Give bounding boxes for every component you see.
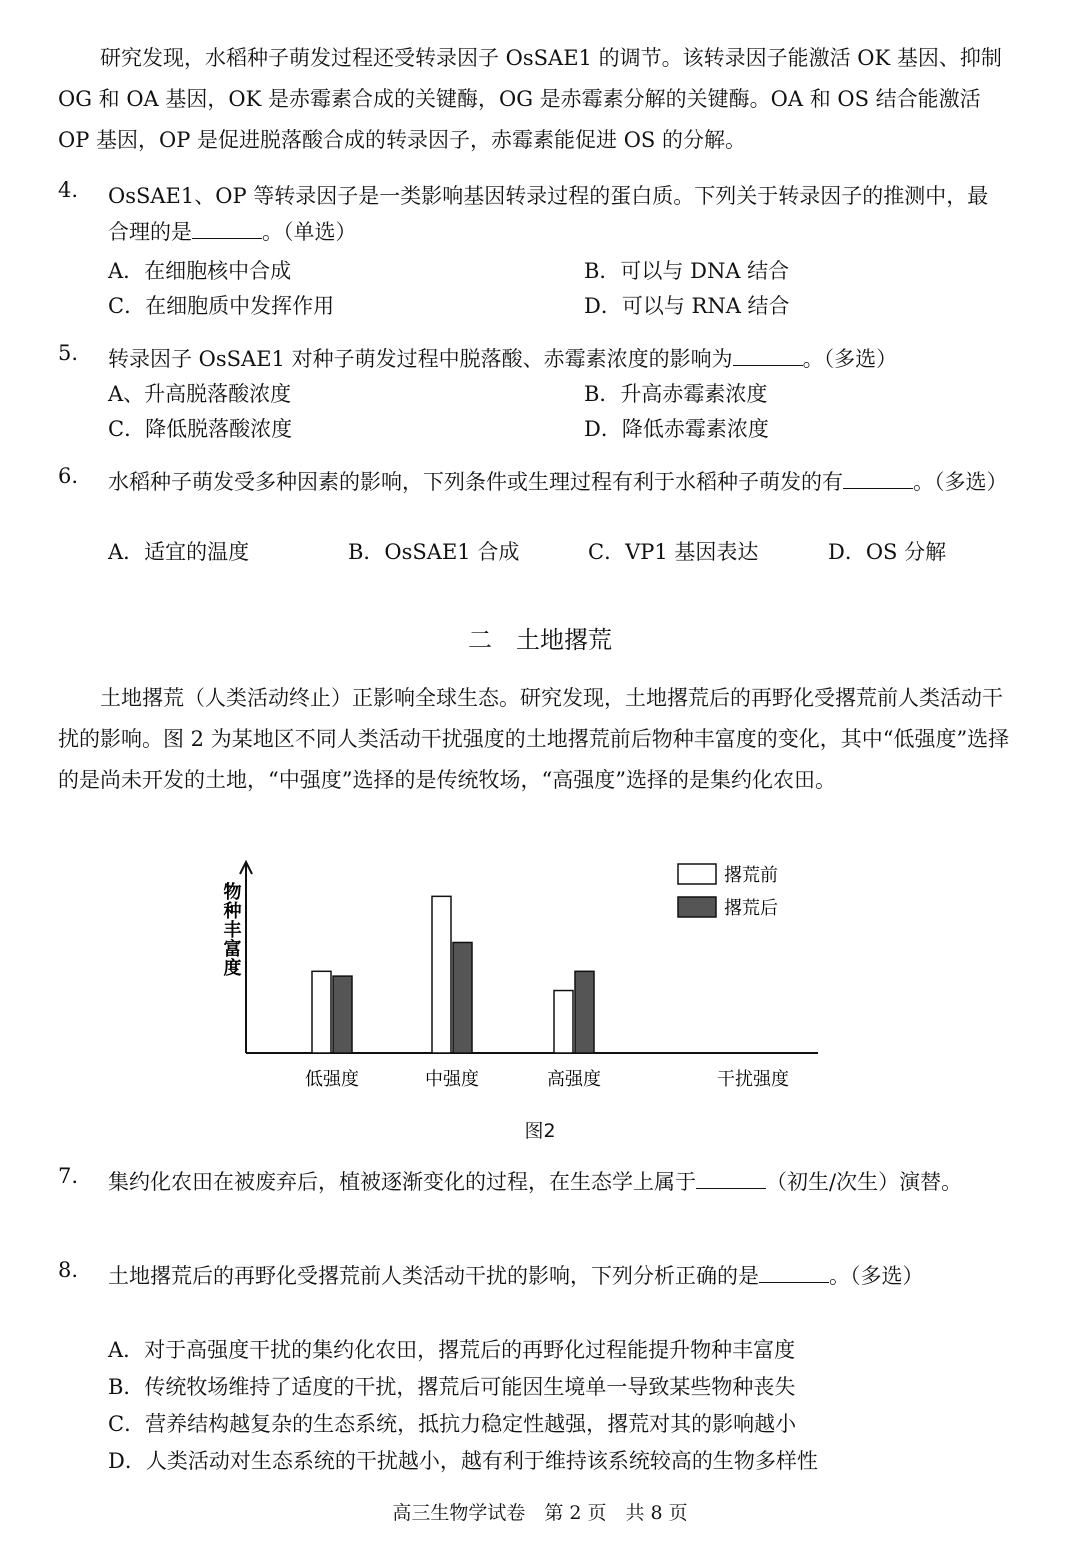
intro-paragraph: 研究发现，水稻种子萌发过程还受转录因子 OsSAE1 的调节。该转录因子能激活 OK 基因、抑制 OG 和 OA 基因，OK 是赤霉素合成的关键酶，OG 是赤霉素分解的关键酶。OA 和 OS 结合能激活 OP 基因，OP 是促进脱落酸合成的转录因子，赤霉素能促进 OS 的分解。 (58, 46, 1002, 152)
x-tick-label: 低强度 (305, 1069, 359, 1090)
q5-option-b: B．升高赤霉素浓度 (584, 382, 768, 406)
legend-swatch (678, 864, 716, 884)
bar-before-3 (554, 991, 573, 1053)
question-type: 。（单选） (262, 220, 357, 244)
bar-before-2 (432, 896, 451, 1053)
x-tick-label: 中强度 (425, 1069, 479, 1090)
q4-option-d: D．可以与 RNA 结合 (584, 294, 790, 318)
question-number: 7. (58, 1164, 79, 1188)
q4-option-c: C．在细胞质中发挥作用 (108, 294, 335, 318)
question-number: 6. (58, 464, 79, 488)
question-stem: 土地撂荒后的再野化受撂荒前人类活动干扰的影响，下列分析正确的是 (108, 1264, 759, 1288)
x-tick-label: 高强度 (547, 1069, 601, 1090)
question-type: （初生/次生）演替。 (766, 1170, 963, 1194)
q8-option-a: A．对于高强度干扰的集约化农田，撂荒后的再野化过程能提升物种丰富度 (108, 1338, 796, 1362)
q4-option-b: B．可以与 DNA 结合 (584, 259, 790, 283)
q4-option-a: A．在细胞核中合成 (108, 259, 292, 283)
bar-before-1 (312, 971, 331, 1053)
question-type: 。（多选） (829, 1264, 924, 1288)
question-number: 8. (58, 1258, 79, 1282)
question-stem: 集约化农田在被废弃后，植被逐渐变化的过程，在生态学上属于 (108, 1170, 696, 1194)
bar-after-3 (575, 971, 594, 1053)
q6-option-c: C．VP1 基因表达 (588, 540, 759, 564)
answer-blank[interactable] (759, 1262, 829, 1283)
question-stem: OsSAE1、OP 等转录因子是一类影响基因转录过程的蛋白质。下列关于转录因子的推测中，最合理的是 (108, 184, 989, 244)
legend-label: 撂荒后 (724, 898, 778, 919)
question-stem: 水稻种子萌发受多种因素的影响，下列条件或生理过程有利于水稻种子萌发的有 (108, 470, 843, 494)
answer-blank[interactable] (696, 1168, 766, 1189)
legend-label: 撂荒前 (724, 865, 778, 886)
q8-option-d: D．人类活动对生态系统的干扰越小，越有利于维持该系统较高的生物多样性 (108, 1449, 818, 1473)
q6-option-b: B．OsSAE1 合成 (348, 540, 520, 564)
q5-option-c: C．降低脱落酸浓度 (108, 417, 293, 441)
bar-after-2 (453, 942, 472, 1053)
q6-option-a: A．适宜的温度 (108, 540, 250, 564)
x-axis-label: 干扰强度 (717, 1069, 789, 1090)
q5-option-a: A、升高脱落酸浓度 (108, 382, 292, 406)
y-axis-label: 物种丰富度 (220, 882, 242, 977)
bar-after-1 (333, 976, 352, 1053)
legend-swatch (678, 897, 716, 917)
question-text (108, 1164, 1008, 1200)
page-footer: 高三生物学试卷 第 2 页 共 8 页 (392, 1502, 688, 1524)
section-paragraph: 土地撂荒（人类活动终止）正影响全球生态。研究发现，土地撂荒后的再野化受撂荒前人类活动干扰的影响。图 2 为某地区不同人类活动干扰强度的土地撂荒前后物种丰富度的变化，其中“低强度”选择的是尚未开发的土地，“中强度”选择的是传统牧场，“高强度”选择的是集约化农田。 (58, 686, 1010, 792)
question-type: 。（多选） (913, 470, 1008, 494)
question-number: 4. (58, 178, 79, 202)
question-stem: 转录因子 OsSAE1 对种子萌发过程中脱落酸、赤霉素浓度的影响为 (108, 347, 733, 371)
q8-option-c: C．营养结构越复杂的生态系统，抵抗力稳定性越强，撂荒对其的影响越小 (108, 1412, 797, 1436)
figure-label: 图2 (524, 1120, 556, 1142)
q5-option-d: D．降低赤霉素浓度 (584, 417, 769, 441)
question-text (108, 1258, 1008, 1294)
q6-option-d: D．OS 分解 (828, 540, 947, 564)
question-type: 。（多选） (802, 347, 898, 371)
question-number: 5. (58, 341, 79, 365)
q8-option-b: B．传统牧场维持了适度的干扰，撂荒后可能因生境单一导致某些物种丧失 (108, 1375, 796, 1399)
section-title: 二 土地撂荒 (468, 626, 612, 654)
